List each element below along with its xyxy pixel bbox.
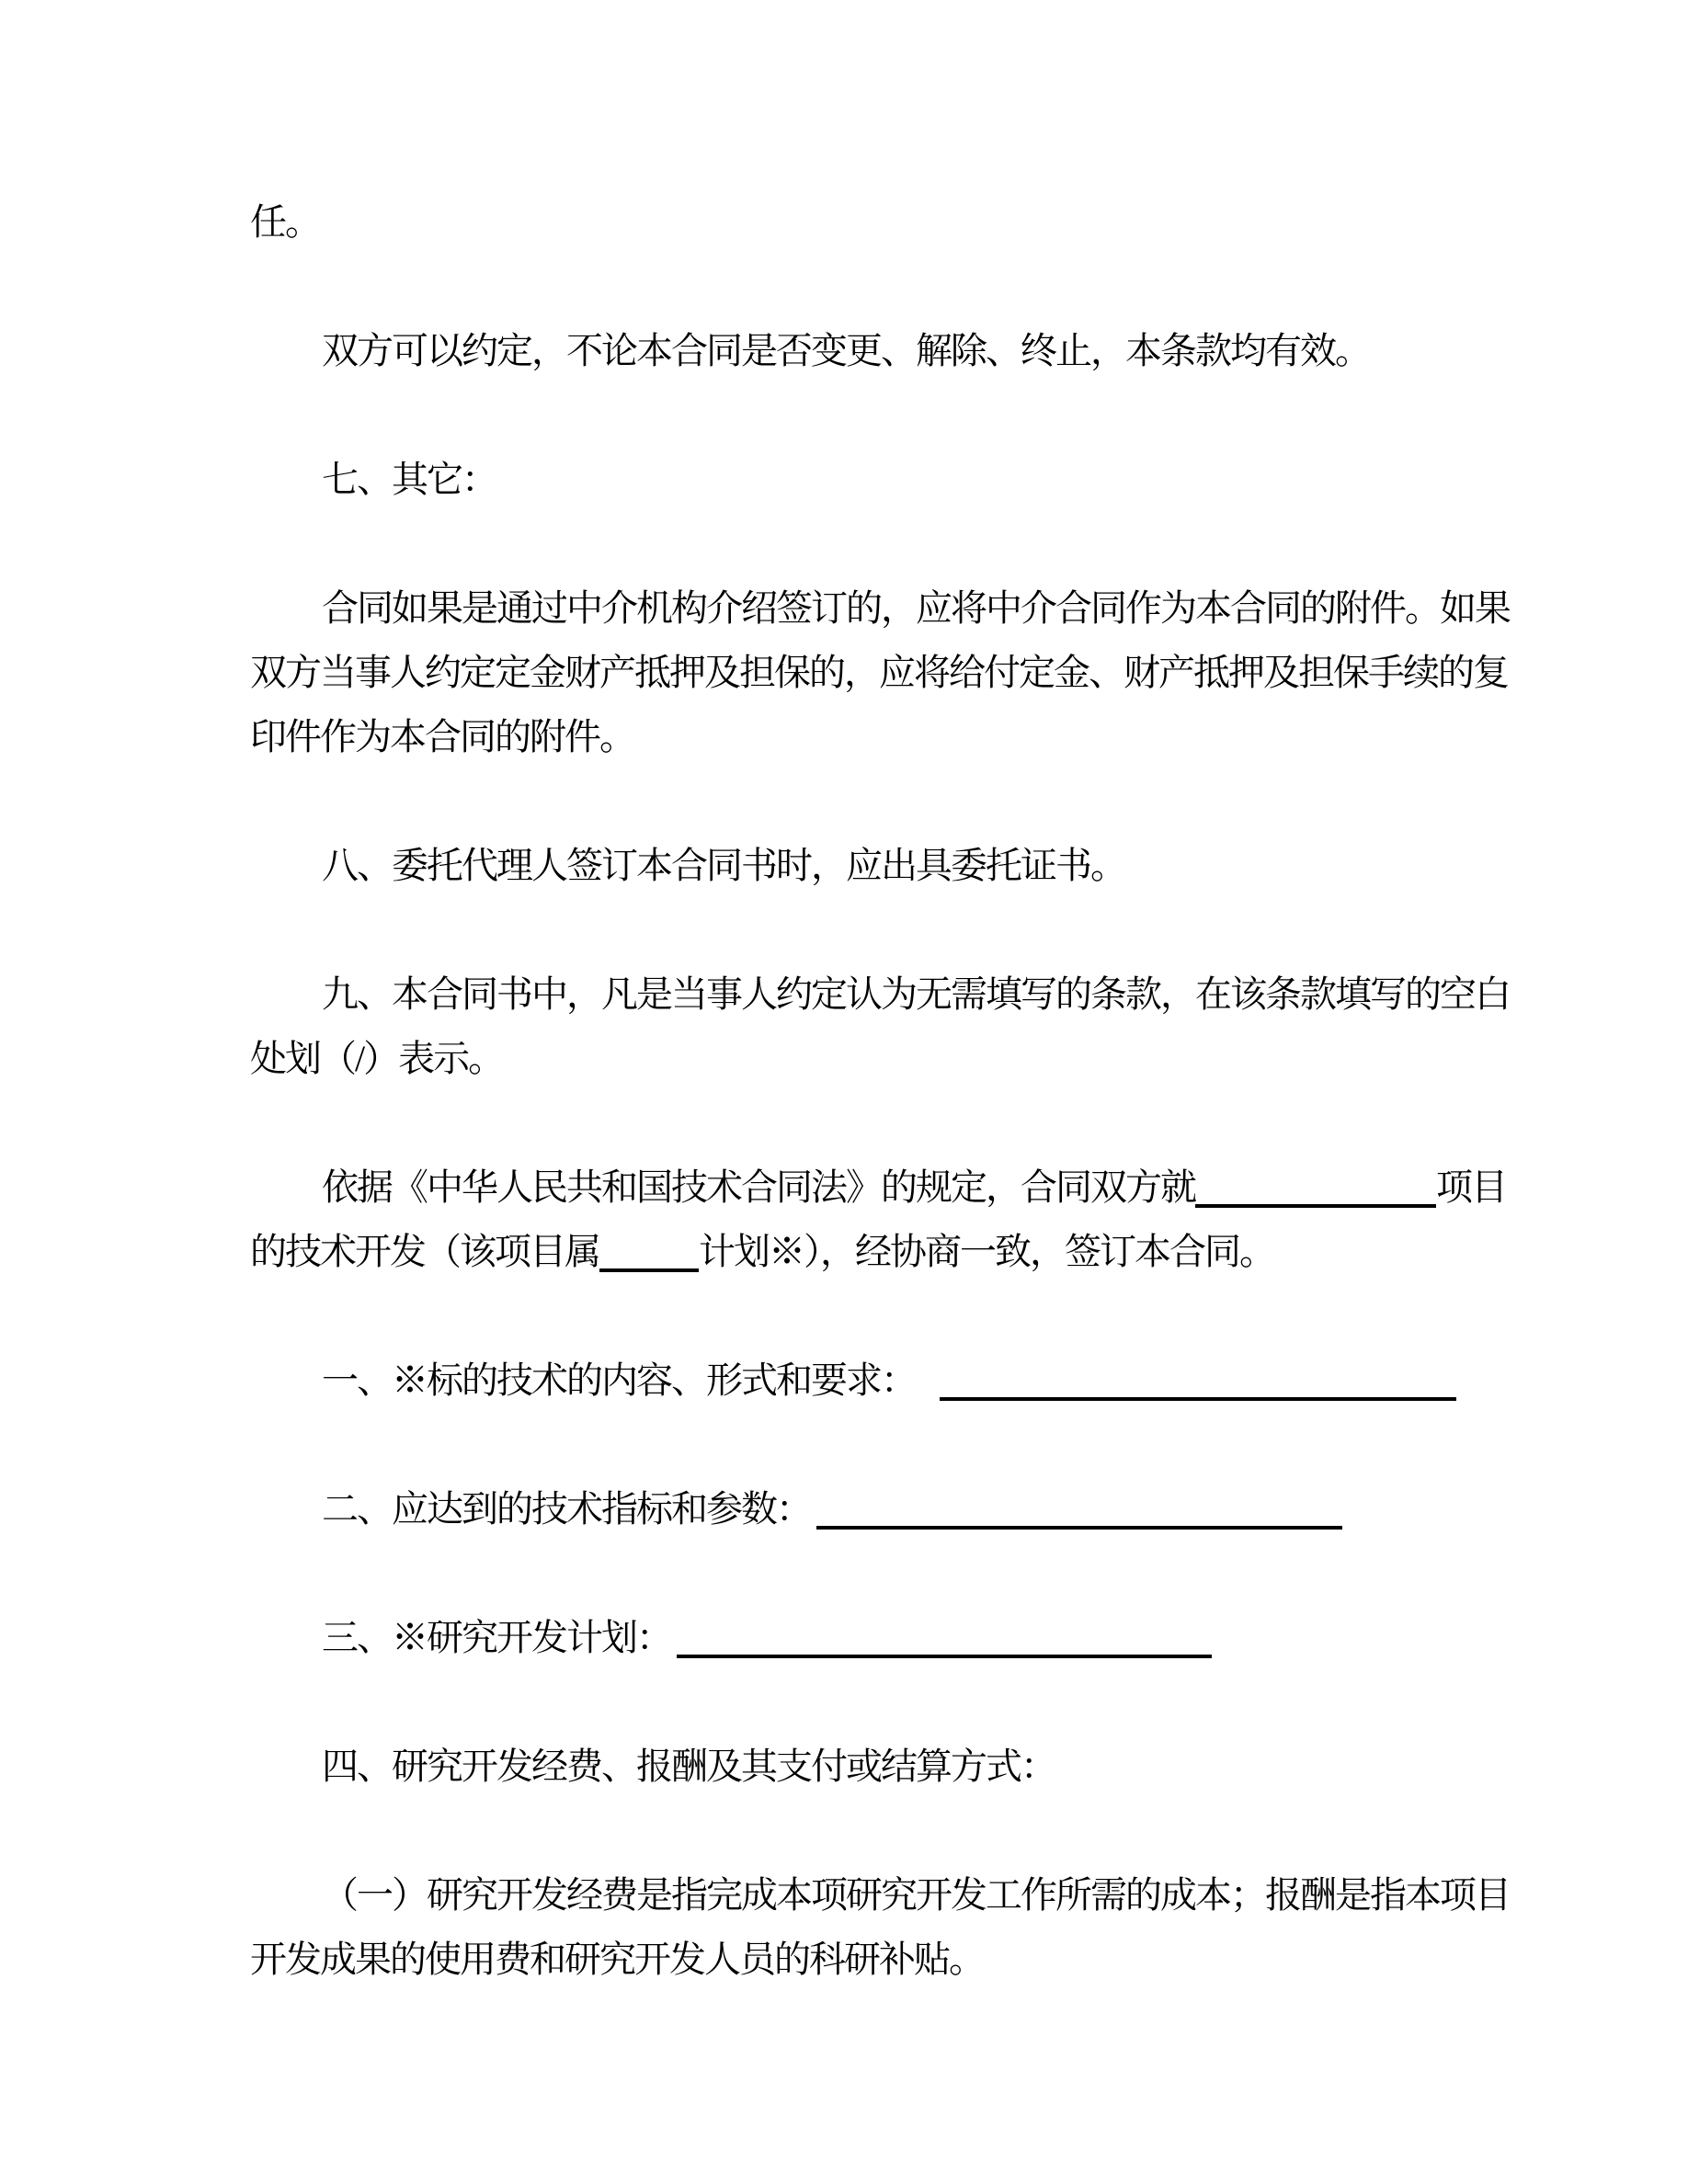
blank-project-name xyxy=(1195,1204,1436,1208)
article-four-item-one-line-2: 开发成果的使用费和研究开发人员的科研补贴。 xyxy=(250,1939,984,1980)
clause-seven-heading: 七、其它： xyxy=(322,459,496,500)
article-one-label: 一、※标的技术的内容、形式和要求： xyxy=(322,1359,916,1401)
paragraph-article-four-heading xyxy=(250,1735,1482,1799)
paragraph-liability-tail xyxy=(250,190,1482,255)
article-two-line xyxy=(250,1477,1482,1541)
clause-nine-line-2: 处划（/）表示。 xyxy=(250,1038,504,1079)
clause-seven-body-line-1: 合同如果是通过中介机构介绍签订的，应将中介合同作为本合同的附件。如果 xyxy=(322,587,1510,629)
contract-text-block xyxy=(250,190,1510,2056)
preamble-line-1-suffix: 项目 xyxy=(1436,1166,1506,1208)
article-four-heading: 四、研究开发经费、报酬及其支付或结算方式： xyxy=(322,1746,1055,1787)
preamble-line-2-suffix: 计划※），经协商一致，签订本合同。 xyxy=(699,1231,1274,1272)
article-three-label: 三、※研究开发计划： xyxy=(322,1617,671,1658)
article-one-line xyxy=(250,1348,1482,1413)
blank-plan-name xyxy=(599,1268,699,1272)
liability-tail-line: 任。 xyxy=(250,201,320,243)
clause-seven-body-line-3: 印件作为本合同的附件。 xyxy=(250,716,634,757)
preamble-line-1 xyxy=(250,1155,1506,1220)
article-four-item-one-line-1: （一）研究开发经费是指完成本项研究开发工作所需的成本；报酬是指本项目 xyxy=(322,1874,1510,1916)
preamble-line-2 xyxy=(250,1220,1482,1284)
effectiveness-clause-line: 双方可以约定，不论本合同是否变更、解除、终止，本条款均有效。 xyxy=(322,330,1370,371)
clause-seven-body-line-2: 双方当事人约定定金财产抵押及担保的，应将给付定金、财产抵押及担保手续的复 xyxy=(250,652,1508,693)
article-two-label: 二、应达到的技术指标和参数： xyxy=(322,1488,811,1530)
clause-nine-line-1: 九、本合同书中，凡是当事人约定认为无需填写的条款，在该条款填写的空白 xyxy=(322,973,1510,1015)
paragraph-article-three xyxy=(250,1606,1482,1670)
paragraph-article-two xyxy=(250,1477,1482,1541)
paragraph-clause-eight xyxy=(250,834,1482,898)
paragraph-article-one xyxy=(250,1348,1482,1413)
paragraph-clause-seven-heading xyxy=(250,448,1482,512)
blank-rd-plan xyxy=(677,1655,1212,1658)
paragraph-preamble xyxy=(250,1155,1506,1284)
paragraph-clause-seven-body xyxy=(250,576,1510,769)
preamble-line-2-text: 的技术开发（该项目属 xyxy=(250,1231,599,1272)
paragraph-article-four-item-one xyxy=(250,1863,1510,1992)
article-three-line xyxy=(250,1606,1482,1670)
blank-tech-specs xyxy=(816,1526,1342,1530)
paragraph-clause-nine xyxy=(250,962,1510,1091)
preamble-line-1-text: 依据《中华人民共和国技术合同法》的规定，合同双方就 xyxy=(322,1166,1195,1208)
clause-eight-line: 八、委托代理人签订本合同书时，应出具委托证书。 xyxy=(322,845,1125,886)
paragraph-effectiveness-clause xyxy=(250,319,1482,383)
blank-tech-content xyxy=(940,1397,1456,1401)
